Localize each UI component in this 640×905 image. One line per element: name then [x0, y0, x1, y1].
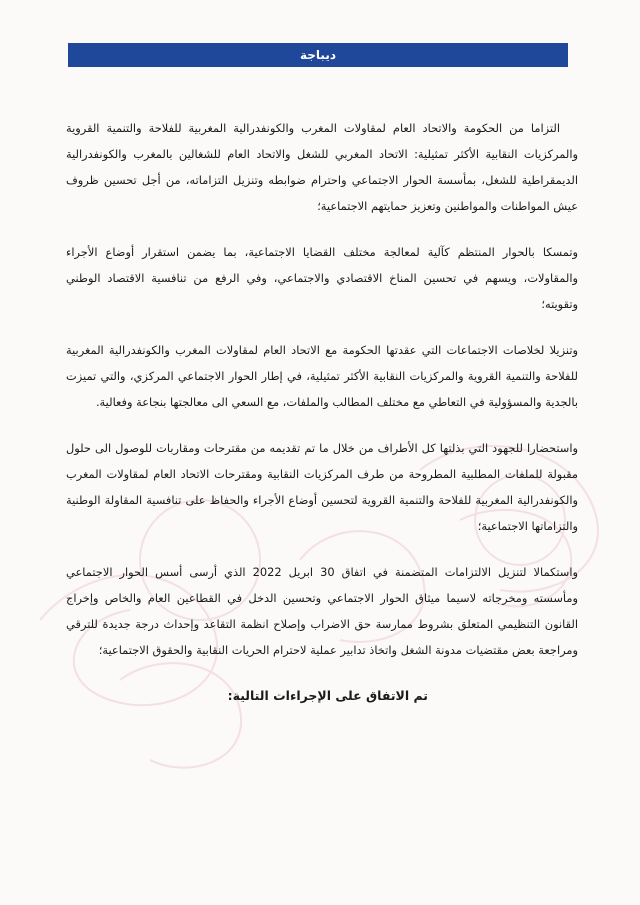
- agreement-heading: تم الاتفاق على الإجراءات التالية:: [227, 688, 428, 703]
- preamble-body: [66, 115, 578, 729]
- paragraph: واستكمالا لتنزيل الالتزامات المتضمنة في اتفاق 30 ابريل 2022 الذي أرسى أسس الحوار الاجتماعي ومأسسته ومخرجاته لاسيما ميثاق الحوار الاجتماعي وتحسين الدخل في القطاعين العام والخاص وإخراج القانون التنظيمي المتعلق بشروط ممارسة حق الاضراب وإصلاح انظمة التقاعد وإحداث درجة جديدة للترقي ومراجعة بعض مقتضيات مدونة الشغل واتخاذ تدابير عملية لاحترام الحريات النقابية والحقوق الاجتماعية؛: [66, 565, 578, 657]
- paragraph: وتمسكا بالحوار المنتظم كآلية لمعالجة مختلف القضايا الاجتماعية، بما يضمن استقرار أوضاع الأجراء والمقاولات، ويسهم في تحسين المناخ الاقتصادي والاجتماعي، وفي الرفع من تنافسية الاقتصاد الوطني وتقويته؛: [66, 245, 578, 311]
- page-title: ديباجة: [68, 43, 568, 67]
- paragraph: وتنزيلا لخلاصات الاجتماعات التي عقدتها الحكومة مع الاتحاد العام لمقاولات المغرب والكونفدرالية المغربية للفلاحة والتنمية القروية والمركزيات النقابية الأكثر تمثيلية، في إطار الحوار الاجتماعي المركزي، والتي تميزت بالجدية والمسؤولية في التعاطي مع مختلف المطالب والملفات، مع السعي الى معالجتها بنجاعة وفعالية.: [66, 343, 578, 409]
- paragraph: واستحضارا للجهود التي بذلتها كل الأطراف من خلال ما تم تقديمه من مقترحات ومقاربات للوصول الى حلول مقبولة للملفات المطلبية المطروحة من طرف المركزيات النقابية ومقترحات الاتحاد العام لمقاولات المغرب والكونفدرالية المغربية للفلاحة والتنمية القروية لتحسين أوضاع الأجراء والحفاظ على تنافسية المقاولة الوطنية والتزاماتها الاجتماعية؛: [66, 441, 578, 533]
- paragraph: التزاما من الحكومة والاتحاد العام لمقاولات المغرب والكونفدرالية المغربية للفلاحة والتنمية القروية والمركزيات النقابية الأكثر تمثيلية: الاتحاد المغربي للشغل والاتحاد العام للشغالين بالمغرب والكونفدرالية الديمقراطية للشغل، بمأسسة الحوار الاجتماعي واحترام ضوابطه وتنزيل التزاماته، من أجل تحسين ظروف عيش المواطنات والمواطنين وتعزيز حمايتهم الاجتماعية؛: [66, 121, 578, 213]
